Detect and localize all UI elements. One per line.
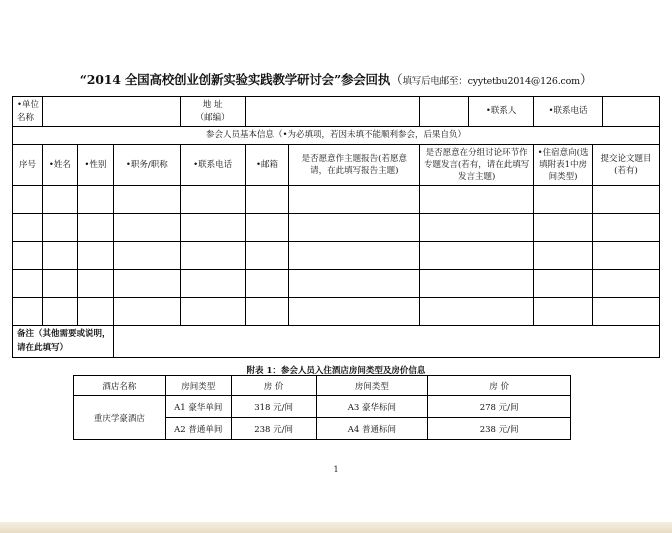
- col-header-no: 序号: [13, 145, 43, 186]
- contact-person-field[interactable]: [420, 97, 469, 126]
- col-header-keynote: 是否愿意作主题报告(若愿意请，在此填写报告主题): [289, 145, 420, 186]
- attendee-section-note: 参会人员基本信息（•为必填项，若因未填不能顺利参会，后果自负）: [13, 127, 660, 145]
- address-label: 地 址 （邮编）: [180, 97, 245, 127]
- hotel-header-price-2: 房 价: [428, 376, 571, 396]
- table-row: [13, 298, 660, 326]
- contact-person-label: •联系人: [420, 97, 534, 127]
- table-row: [13, 186, 660, 214]
- contact-phone-label: •联系电话: [534, 97, 660, 127]
- col-header-email: •邮箱: [245, 145, 289, 186]
- hotel-name: 重庆学豪酒店: [74, 396, 166, 440]
- contact-phone-field[interactable]: [603, 97, 659, 126]
- col-header-panel-talk: 是否愿意在分组讨论环节作专题发言(若有，请在此填写发言主题): [420, 145, 534, 186]
- col-header-phone: •联系电话: [180, 145, 245, 186]
- appendix-title: 附表 1：参会人员入住酒店房间类型及房价信息: [246, 366, 426, 376]
- registration-form-table: [12, 96, 660, 358]
- unit-label: •单位 名称: [13, 97, 43, 127]
- col-header-paper: 提交论文题目(若有): [593, 145, 660, 186]
- col-header-name: •姓名: [42, 145, 77, 186]
- unit-name-field[interactable]: [42, 97, 180, 127]
- title-email-note: 填写后电邮至：cyytetbu2014@126.com: [402, 76, 580, 87]
- hotel-header-room-type-2: 房间类型: [316, 376, 428, 396]
- col-header-title: •职务/职称: [113, 145, 180, 186]
- remarks-label: 备注（其他需要或说明，请在此填写）: [13, 326, 114, 358]
- hotel-header-price: 房 价: [231, 376, 316, 396]
- table-row: A2 普通单间 238 元/间 A4 普通标间 238 元/间: [74, 418, 571, 440]
- page-bottom-edge: [0, 522, 672, 533]
- table-row: [13, 270, 660, 298]
- page-title: “2014 全国高校创业创新实验实践教学研讨会”参会回执（填写后电邮至：cyytetbu2014@126.com）: [79, 72, 593, 87]
- col-header-gender: •性别: [77, 145, 113, 186]
- hotel-header-room-type: 房间类型: [165, 376, 231, 396]
- address-field[interactable]: [245, 97, 420, 127]
- col-header-lodging: •住宿意向(选填附表1中房间类型): [534, 145, 593, 186]
- remarks-field[interactable]: [113, 326, 659, 358]
- hotel-header-name: 酒店名称: [74, 376, 166, 396]
- hotel-price-table: [73, 375, 571, 440]
- title-main: “2014 全国高校创业创新实验实践教学研讨会”参会回执: [79, 72, 391, 87]
- table-row: [13, 214, 660, 242]
- table-row: [13, 242, 660, 270]
- table-row: 重庆学豪酒店 A1 豪华单间 318 元/间 A3 豪华标间 278 元/间: [74, 396, 571, 418]
- page-number: 1: [333, 465, 339, 474]
